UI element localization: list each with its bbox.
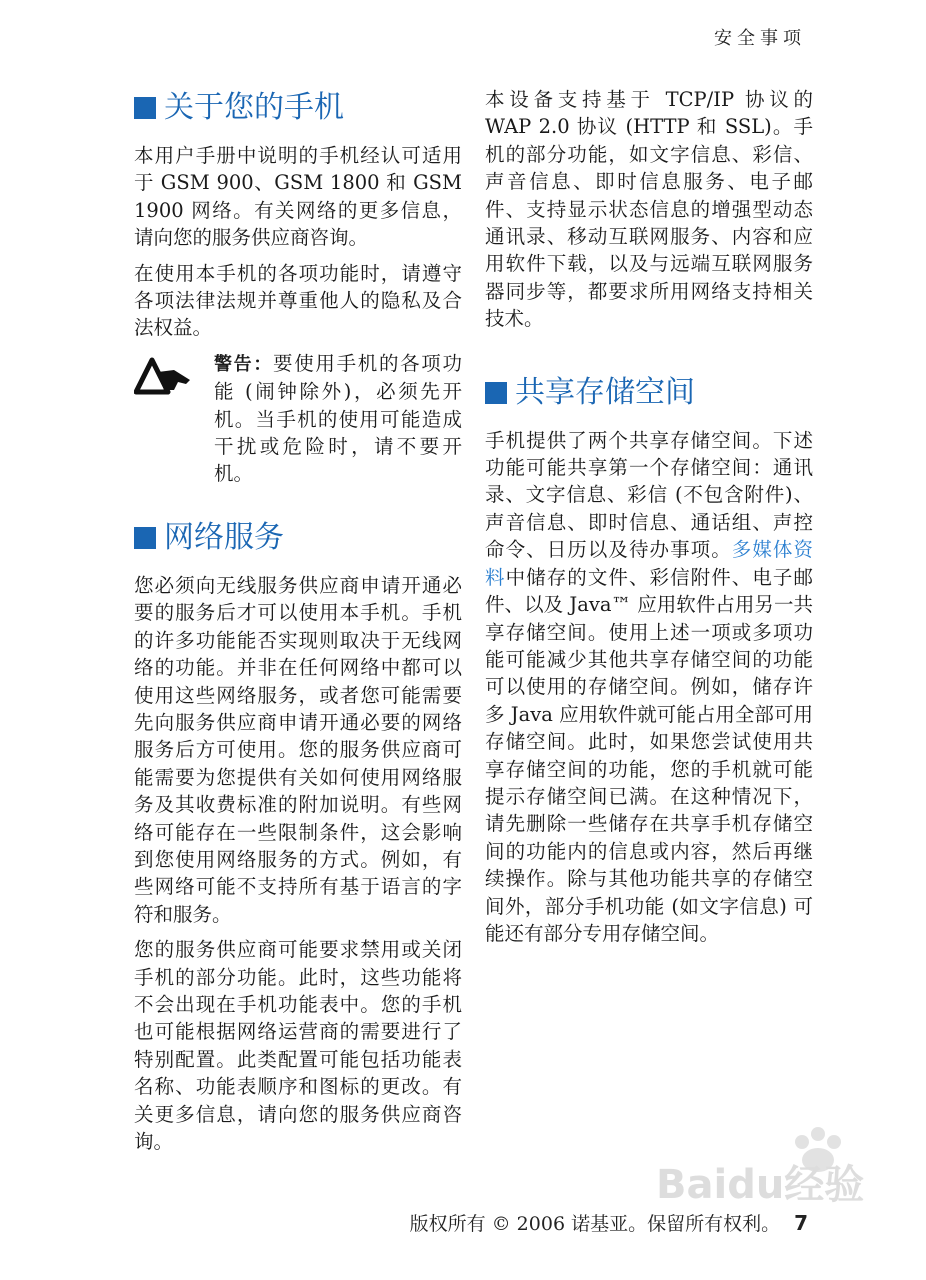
section-title-network-text: 网络服务 xyxy=(164,519,284,555)
section-square-icon xyxy=(485,382,507,404)
copyright-text: 版权所有 © 2006 诺基亚。保留所有权利。 xyxy=(409,1213,781,1235)
page-footer xyxy=(410,1209,808,1236)
network-paragraph-2: 您的服务供应商可能要求禁用或关闭手机的部分功能。此时，这些功能将不会出现在手机功能表中。您的手机也可能根据网络运营商的需要进行了特别配置。此类配置可能包括功能表名称、功能表顺序和图标的更改。有关更多信息，请向您的服务供应商咨询。 xyxy=(134,938,462,1153)
memory-text-before: 手机提供了两个共享存储空间。下述功能可能共享第一个存储空间：通讯录、文字信息、彩信 (不包含附件)、声音信息、即时信息、通话组、声控命令、日历以及待办事项。 xyxy=(485,428,813,562)
warning-hand-icon xyxy=(134,350,214,488)
warning-block xyxy=(134,350,462,488)
about-paragraph-2: 在使用本手机的各项功能时，请遵守各项法律法规并尊重他人的隐私及合法权益。 xyxy=(134,261,462,340)
warning-text: 要使用手机的各项功能 (闹钟除外)，必须先开机。当手机的使用可能造成干扰或危险时，请不要开机。 xyxy=(214,351,462,486)
right-column xyxy=(485,86,813,955)
page-number: 7 xyxy=(794,1211,808,1235)
baidu-watermark-logo xyxy=(652,1120,872,1210)
network-paragraph-3: 本设备支持基于 TCP/IP 协议的 WAP 2.0 协议 (HTTP 和 SSL)。手机的部分功能，如文字信息、彩信、声音信息、即时信息服务、电子邮件、支持显示状态信息的增强型动态通讯录、移动互联网服务、内容和应用软件下载，以及与远端互联网服务器同步等，都要求所用网络支持相关技术。 xyxy=(485,88,813,331)
section-title-memory xyxy=(485,371,813,415)
section-square-icon xyxy=(134,97,156,119)
gallery-link[interactable]: 多媒体资料 xyxy=(485,538,813,589)
section-title-memory-text: 共享存储空间 xyxy=(515,374,695,410)
memory-text-after: 中储存的文件、彩信附件、电子邮件、以及 Java™ 应用软件占用另一共享存储空间。使用上述一项或多项功能可能减少其他共享存储空间的功能可以使用的存储空间。例如，储存许多 Java 应用软件就可能占用全部可用存储空间。此时，如果您尝试使用共享存储空间的功能，您的手机就可能提示存储空间已满。在这种情况下，请先删除一些储存在共享手机存储空间的功能内的信息或内容，然后再继续操作。除与其他功能共享的存储空间外，部分手机功能 (如文字信息) 可能还有部分专用存储空间。 xyxy=(485,565,813,945)
watermark-text: Baidu经验 xyxy=(656,1162,865,1208)
section-square-icon xyxy=(134,527,156,549)
section-title-about xyxy=(134,86,462,130)
page-header: 安全事项 xyxy=(714,28,806,49)
section-title-about-text: 关于您的手机 xyxy=(164,90,344,125)
about-paragraph-1: 本用户手册中说明的手机经认可适用于 GSM 900、GSM 1800 和 GSM 1900 网络。有关网络的更多信息，请向您的服务供应商咨询。 xyxy=(134,144,462,250)
left-column xyxy=(134,86,462,1163)
memory-paragraph-1 xyxy=(485,427,813,948)
warning-text-block xyxy=(214,350,462,488)
warning-label: 警告： xyxy=(214,353,274,375)
network-paragraph-1: 您必须向无线服务供应商申请开通必要的服务后才可以使用本手机。手机的许多功能能否实现则取决于无线网络的功能。并非在任何网络中都可以使用这些网络服务，或者您可能需要先向服务供应商申请开通必要的网络服务后方可使用。您的服务供应商可能需要为您提供有关如何使用网络服务及其收费标准的附加说明。有些网络可能存在一些限制条件，这会影响到您使用网络服务的方式。例如，有些网络可能不支持所有基于语言的字符和服务。 xyxy=(134,573,462,926)
section-title-network xyxy=(134,516,462,560)
